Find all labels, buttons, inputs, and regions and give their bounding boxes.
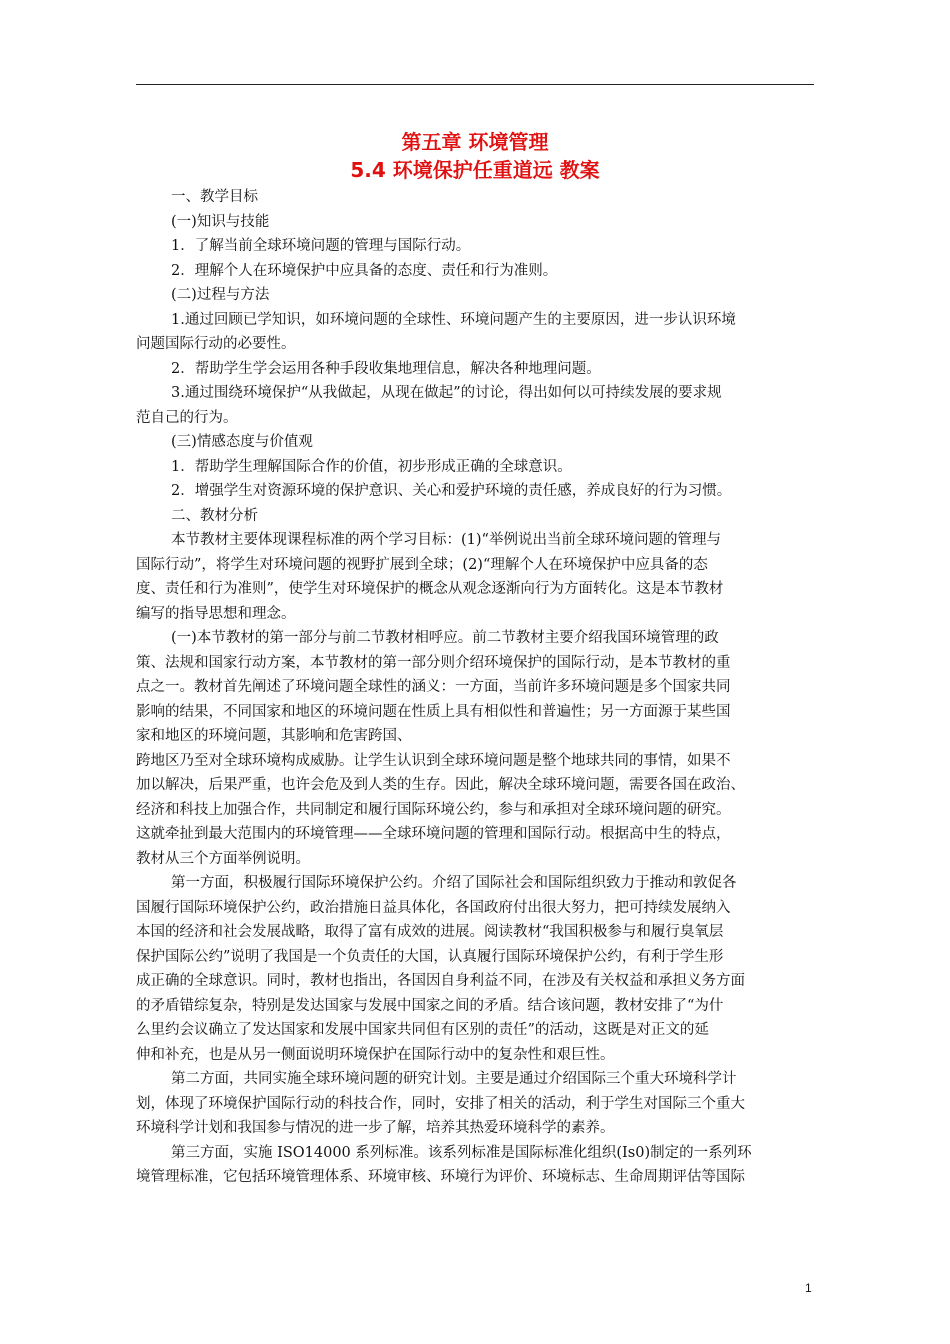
page-number: 1 bbox=[805, 1281, 812, 1295]
text-line: 第一方面，积极履行国际环境保护公约。介绍了国际社会和国际组织致力于推动和敦促各 bbox=[171, 875, 737, 891]
lesson-title: 5.4 环境保护任重道远 教案 bbox=[350, 158, 600, 182]
text-line: 点之一。教材首先阐述了环境问题全球性的涵义：一方面，当前许多环境问题是多个国家共同 bbox=[136, 679, 731, 695]
text-line: 第二方面，共同实施全球环境问题的研究计划。主要是通过介绍国际三个重大环境科学计 bbox=[171, 1071, 737, 1087]
text-line: 2．帮助学生学会运用各种手段收集地理信息，解决各种地理问题。 bbox=[171, 360, 601, 377]
text-line: 策、法规和国家行动方案，本节教材的第一部分则介绍环境保护的国际行动，是本节教材的重 bbox=[136, 654, 731, 671]
text-line: 1．帮助学生理解国际合作的价值，初步形成正确的全球意识。 bbox=[171, 458, 572, 475]
text-line: 这就牵扯到最大范围内的环境管理——全球环境问题的管理和国际行动。根据高中生的特点， bbox=[136, 826, 731, 842]
text-line: 成正确的全球意识。同时，教材也指出，各国因自身利益不同，在涉及有关权益和承担义务方面 bbox=[136, 973, 745, 989]
text-line: (二)过程与方法 bbox=[171, 287, 270, 303]
text-line: 跨地区乃至对全球环境构成威胁。让学生认识到全球环境问题是整个地球共同的事情，如果不 bbox=[136, 752, 731, 769]
text-line: 家和地区的环境问题，其影响和危害跨国、 bbox=[136, 728, 412, 744]
document-body bbox=[136, 185, 814, 1190]
text-line: 度、责任和行为准则”，使学生对环境保护的概念从观念逐渐向行为方面转化。这是本节教材 bbox=[136, 581, 724, 597]
text-line: 本国的经济和社会发展战略，取得了富有成效的进展。阅读教材“我国积极参与和履行臭氧层 bbox=[136, 924, 724, 940]
text-line: 1.通过回顾已学知识，如环境问题的全球性、环境问题产生的主要原因，进一步认识环境 bbox=[171, 311, 736, 328]
text-line: 经济和科技上加强合作，共同制定和履行国际环境公约，参与和承担对全球环境问题的研究。 bbox=[136, 801, 731, 818]
text-line: 1．了解当前全球环境问题的管理与国际行动。 bbox=[171, 238, 471, 254]
text-line: 的矛盾错综复杂，特别是发达国家与发展中国家之间的矛盾。结合该问题，教材安排了“为什 bbox=[136, 997, 724, 1014]
text-line: 第三方面，实施 ISO14000 系列标准。该系列标准是国际标准化组织(Is0)制定的一系列环 bbox=[171, 1144, 752, 1161]
text-line: 一、教学目标 bbox=[171, 189, 258, 205]
text-line: 保护国际公约”说明了我国是一个负责任的大国，认真履行国际环境保护公约，有利于学生形 bbox=[136, 948, 724, 965]
text-line: 2．增强学生对资源环境的保护意识、关心和爱护环境的责任感，养成良好的行为习惯。 bbox=[171, 483, 732, 499]
text-line: 3.通过围绕环境保护“从我做起，从现在做起”的讨论，得出如何以可持续发展的要求规 bbox=[171, 385, 722, 401]
text-line: 国际行动”，将学生对环境问题的视野扩展到全球；(2)“理解个人在环境保护中应具备的态 bbox=[136, 556, 708, 573]
text-line: 国履行国际环境保护公约，政治措施日益具体化，各国政府付出很大努力，把可持续发展纳入 bbox=[136, 899, 731, 916]
text-line: 影响的结果，不同国家和地区的环境问题在性质上具有相似性和普遍性；另一方面源于某些国 bbox=[136, 703, 731, 720]
text-line: 伸和补充，也是从另一侧面说明环境保护在国际行动中的复杂性和艰巨性。 bbox=[136, 1046, 615, 1063]
text-line: 范自己的行为。 bbox=[136, 409, 238, 426]
text-line: 二、教材分析 bbox=[171, 507, 258, 524]
text-line: 本节教材主要体现课程标准的两个学习目标：(1)“举例说出当前全球环境问题的管理与 bbox=[171, 532, 721, 548]
text-line: 境管理标准，它包括环境管理体系、环境审核、环境行为评价、环境标志、生命周期评估等国际 bbox=[136, 1169, 745, 1185]
text-line: 2．理解个人在环境保护中应具备的态度、责任和行为准则。 bbox=[171, 262, 558, 279]
text-line: (一)知识与技能 bbox=[171, 213, 270, 230]
text-line: 划，体现了环境保护国际行动的科技合作，同时，安排了相关的活动，利于学生对国际三个重大 bbox=[136, 1095, 745, 1112]
text-line: 么里约会议确立了发达国家和发展中国家共同但有区别的责任”的活动，这既是对正文的延 bbox=[136, 1022, 709, 1038]
text-line: 编写的指导思想和理念。 bbox=[136, 605, 296, 622]
text-line: (三)情感态度与价值观 bbox=[171, 434, 313, 450]
text-line: 环境科学计划和我国参与情况的进一步了解，培养其热爱环境科学的素养。 bbox=[136, 1120, 615, 1136]
text-line: (一)本节教材的第一部分与前二节教材相呼应。前二节教材主要介绍我国环境管理的政 bbox=[171, 630, 719, 646]
chapter-title: 第五章 环境管理 bbox=[401, 130, 549, 154]
text-line: 加以解决，后果严重，也许会危及到人类的生存。因此，解决全球环境问题，需要各国在政治、 bbox=[136, 777, 745, 793]
text-line: 教材从三个方面举例说明。 bbox=[136, 850, 310, 867]
header-rule bbox=[136, 84, 814, 85]
text-line: 问题国际行动的必要性。 bbox=[136, 336, 296, 352]
